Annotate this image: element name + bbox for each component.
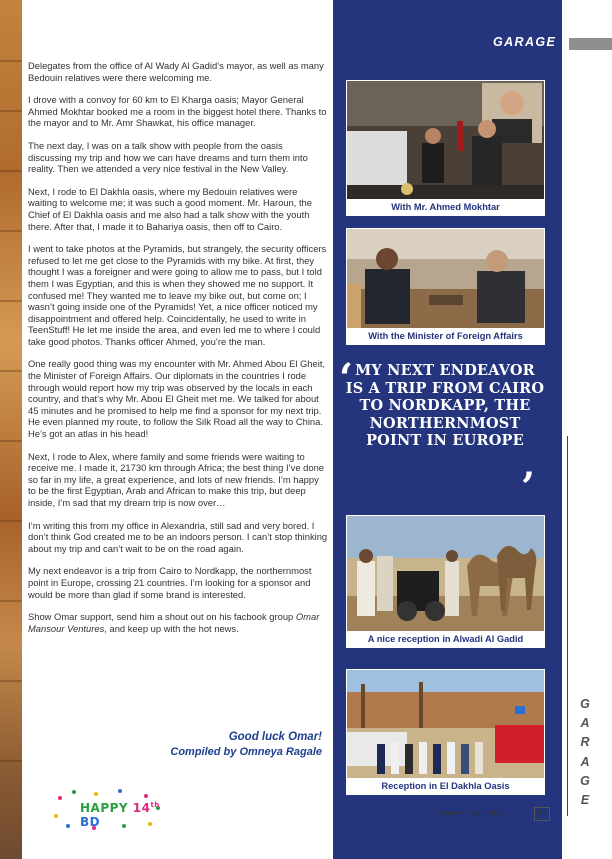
section-tab-bar [569, 38, 612, 50]
article-text: Next, I rode to Alex, where family and some friends were waiting to receive me. I made it, 21730 km through Africa; the best thing I’ve done so far in my life, a great experience, and lots of new friends. I’m happy to be the first Egyptian, Arab and African to make this trip, but deep inside, I’m sad that my dream trip is now over… [28, 450, 324, 508]
photo-dakhla-reception [346, 669, 545, 795]
article-paragraph [28, 243, 328, 347]
open-quote-mark: ‘ [339, 355, 353, 402]
signoff-text: Good luck Omar! [228, 731, 322, 743]
section-title: GARAGE [493, 35, 557, 49]
vertical-section-letter: R [580, 735, 590, 750]
vertical-section-letter: E [580, 793, 590, 808]
article-body [28, 60, 328, 645]
footer-publication: TeenStuff | April 2010 [437, 810, 503, 817]
signoff-block [150, 730, 322, 759]
photo-ahmed-mokhtar [346, 80, 545, 216]
article-text: One really good thing was my encounter with Mr. Ahmed Abou El Gheit, the Minister of Foreign Affairs. Our diplomats in the countries I rode through would report how my trip was observed by the locals in each country, and that’s why Mr. Abou El Gheit met me. We talked for about 45 minutes and he promised to help me find a sponsor for my next trip. He even planned my route, to follow the Silk Road all the way to China. He’s got an atlas in his head! [28, 358, 326, 440]
article-paragraph [28, 611, 328, 634]
article-group-name: Omar Mansour Ventures [28, 611, 320, 634]
photo-foreign-minister-caption: With the Minister of Foreign Affairs [347, 328, 544, 344]
vertical-section-letter: A [580, 754, 590, 769]
photo-alwadi-reception-caption: A nice reception in Alwadi Al Gadid [347, 631, 544, 647]
article-paragraph [28, 358, 328, 439]
margin-divider-line [567, 436, 568, 816]
article-paragraph [28, 186, 328, 232]
birthday-badge [52, 788, 162, 832]
photo-foreign-minister-image [347, 229, 544, 328]
photo-foreign-minister [346, 228, 545, 345]
article-paragraph [28, 565, 328, 600]
article-text: , and keep up with the hot news. [104, 622, 239, 634]
birthday-bd: BD [80, 815, 101, 829]
photo-ahmed-mokhtar-image [347, 81, 544, 199]
article-paragraph [28, 140, 328, 175]
photo-alwadi-reception [346, 515, 545, 648]
vertical-section-letter: G [580, 773, 590, 788]
article-text: My next endeavor is a trip from Cairo to Nordkapp, the northernmost point in Europe, crossing 21 countries. I’m looking for a sponsor and would be more than glad if some brand is interested. [28, 565, 312, 600]
article-paragraph [28, 60, 328, 83]
article-text: I went to take photos at the Pyramids, but strangely, the security officers refused to let me get close to the Pyramids with my bike. At first, they thought I was a foreigner and were going to allow me to pass, but I told them I was Egyptian, and this is when they showed me no support. It confused me! They wanted me to leave my bike out, but come on; I wasn’t going inside one of the Pyramids! Yet, a nice officer noticed my disappointment and offered help. Coincidentally, he used to write in TeenStuff! He let me inside the area, and even led me to where I could take good photos. Thanks officer Ahmed, you’re the man. [28, 243, 327, 347]
birthday-happy: HAPPY [80, 801, 129, 815]
vertical-section-label [577, 695, 593, 810]
article-text: Show Omar support, send him a shout out on his facbook group [28, 611, 296, 623]
left-background-photo-strip [0, 0, 22, 859]
photo-alwadi-reception-image [347, 516, 544, 631]
photo-ahmed-mokhtar-caption: With Mr. Ahmed Mokhtar [347, 199, 544, 215]
photo-dakhla-reception-image [347, 670, 544, 778]
vertical-section-letter: A [580, 716, 590, 731]
vertical-section-letter: G [580, 697, 590, 711]
article-text: I drove with a convoy for 60 km to El Kharga oasis; Mayor General Ahmed Mokhtar booked me a room in the biggest hotel there. Thanks to the mayor and to Mr. Amr Shawkat, his office manager. [28, 94, 327, 129]
pull-quote: MY NEXT ENDEAVOR IS A TRIP FROM CAIRO TO NORDKAPP, THE NORTHERNMOST POINT IN EUROPE [345, 362, 545, 449]
photo-dakhla-reception-caption: Reception in El Dakhla Oasis [347, 778, 544, 794]
article-paragraph [28, 451, 328, 509]
page-number: 91 [534, 807, 550, 821]
article-text: Delegates from the office of Al Wady Al Gadid’s mayor, as well as many Bedouin relatives were there welcoming me. [28, 60, 324, 83]
article-paragraph [28, 94, 328, 129]
article-text: Next, I rode to El Dakhla oasis, where my Bedouin relatives were waiting to welcome me; it was such a good moment. Mr. Haroun, the Chief of El Dakhla oasis and me also had a talk show with the youth there. After that, I made it to Bahariya oasis, then off to Cairo. [28, 185, 312, 232]
birthday-suffix: th [150, 801, 160, 809]
article-text: The next day, I was on a talk show with people from the oasis discussing my trip and how we can have dreams and turn them into reality. Then we attended a very nice festival in the New Valley. [28, 139, 308, 175]
birthday-badge-text [80, 801, 162, 829]
birthday-number: 14 [132, 801, 151, 815]
close-quote-mark: ’ [521, 464, 535, 511]
article-paragraph [28, 520, 328, 555]
article-text: I’m writing this from my office in Alexandria, still sad and very bored. I don’t think God created me to be an indoors person. I can’t stop thinking about my trip and can’t wait to be on the road again. [28, 519, 328, 554]
author-credit: Compiled by Omneya Ragale [170, 746, 322, 758]
